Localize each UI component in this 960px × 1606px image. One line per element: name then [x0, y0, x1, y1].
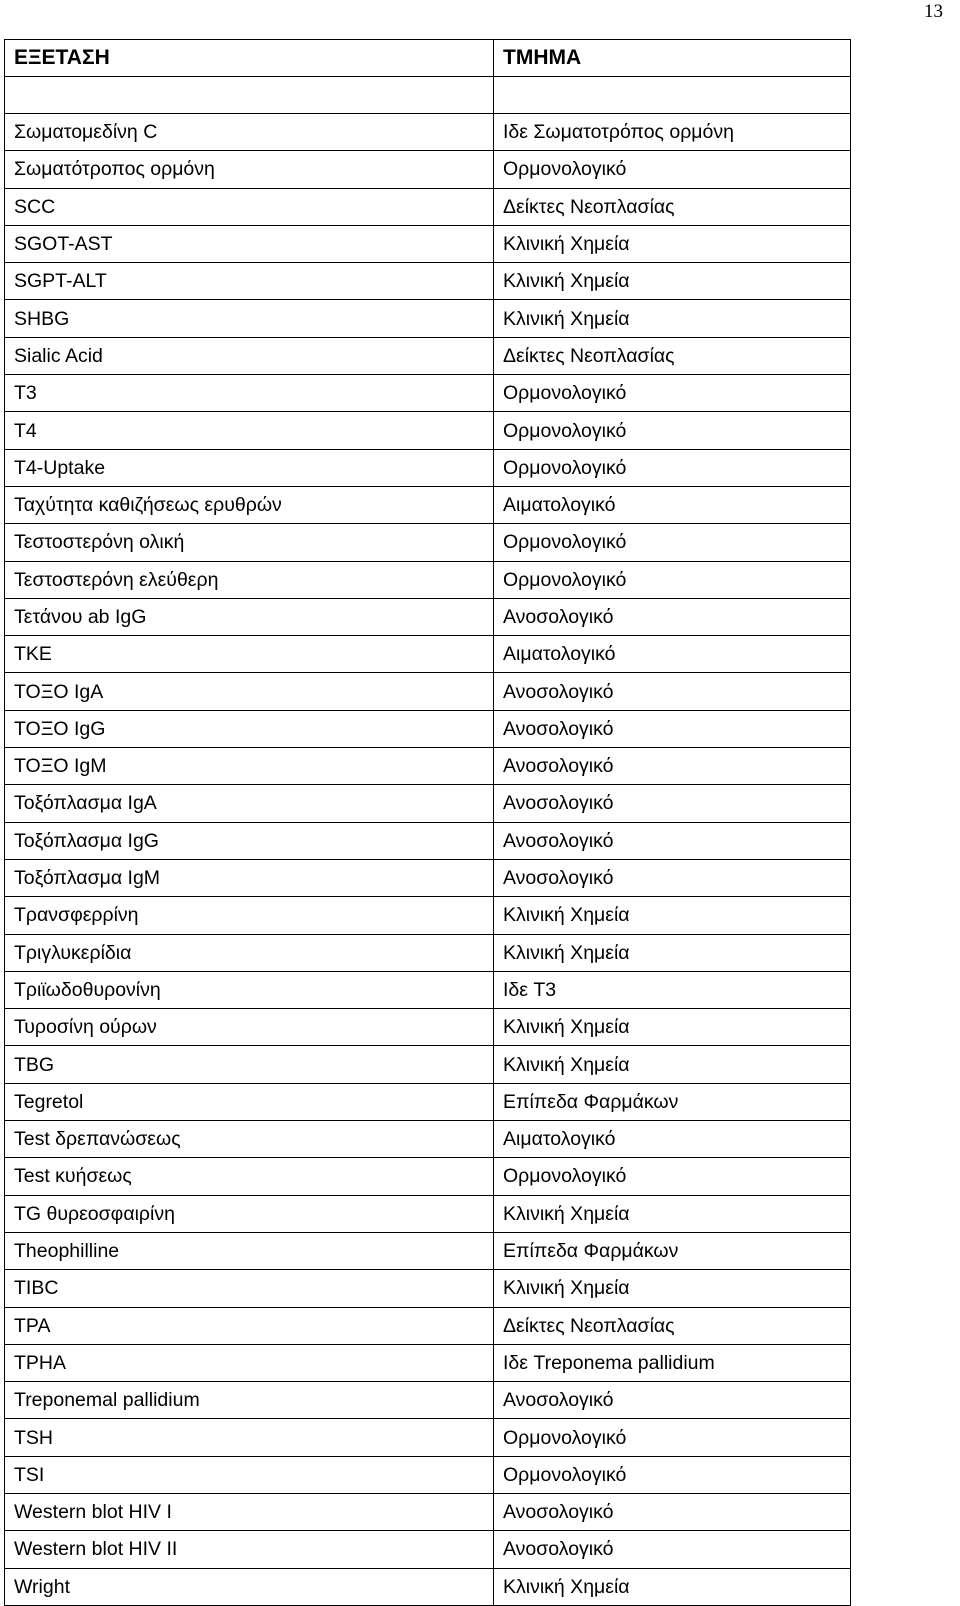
exam-name-cell: Τοξόπλασμα IgG	[5, 822, 494, 859]
department-cell: Κλινική Χημεία	[494, 263, 851, 300]
exam-name-cell: Τριϊωδοθυρονίνη	[5, 971, 494, 1008]
table-row	[5, 225, 851, 262]
table-row	[5, 822, 851, 859]
table-row	[5, 1493, 851, 1530]
exam-name-cell: SHBG	[5, 300, 494, 337]
exam-name-cell: TSI	[5, 1456, 494, 1493]
page-number: 13	[924, 1, 943, 22]
exam-name-cell: Sialic Acid	[5, 337, 494, 374]
exam-name-cell: T4-Uptake	[5, 449, 494, 486]
exam-name-cell: Wright	[5, 1568, 494, 1605]
department-cell: Ορμονολογικό	[494, 449, 851, 486]
department-cell: Κλινική Χημεία	[494, 934, 851, 971]
exam-name-cell: SCC	[5, 188, 494, 225]
exam-name-cell: T4	[5, 412, 494, 449]
department-cell: Επίπεδα Φαρμάκων	[494, 1083, 851, 1120]
exam-name-cell: Τυροσίνη ούρων	[5, 1009, 494, 1046]
department-cell: Κλινική Χημεία	[494, 897, 851, 934]
department-cell: Ορμονολογικό	[494, 1419, 851, 1456]
department-cell: Αιματολογικό	[494, 486, 851, 523]
table-row	[5, 748, 851, 785]
exam-name-cell: Τεστοστερόνη ελεύθερη	[5, 561, 494, 598]
exam-name-cell: Theophilline	[5, 1232, 494, 1269]
department-cell: Ανοσολογικό	[494, 1531, 851, 1568]
exam-name-cell: TG θυρεοσφαιρίνη	[5, 1195, 494, 1232]
exam-name-cell: SGOT-AST	[5, 225, 494, 262]
department-cell: Δείκτες Νεοπλασίας	[494, 1307, 851, 1344]
exam-name-cell: Test κυήσεως	[5, 1158, 494, 1195]
table-row	[5, 337, 851, 374]
department-cell: Επίπεδα Φαρμάκων	[494, 1232, 851, 1269]
department-cell: Ανοσολογικό	[494, 748, 851, 785]
table-body	[5, 77, 851, 1606]
spacer-row	[5, 77, 851, 114]
department-cell: Ανοσολογικό	[494, 673, 851, 710]
department-cell: Αιματολογικό	[494, 1121, 851, 1158]
department-cell: Ανοσολογικό	[494, 785, 851, 822]
department-cell: Ανοσολογικό	[494, 598, 851, 635]
table-row	[5, 1382, 851, 1419]
exam-name-cell: Τετάνου ab IgG	[5, 598, 494, 635]
department-cell: Ορμονολογικό	[494, 1158, 851, 1195]
table-row	[5, 1009, 851, 1046]
table-row	[5, 897, 851, 934]
department-cell: Ορμονολογικό	[494, 561, 851, 598]
table-row	[5, 524, 851, 561]
department-cell: Ανοσολογικό	[494, 1493, 851, 1530]
exam-name-cell: ΤΟΞΟ IgG	[5, 710, 494, 747]
department-cell: Ιδε Σωματοτρόπος ορμόνη	[494, 114, 851, 151]
department-cell: Κλινική Χημεία	[494, 1568, 851, 1605]
exam-department-table	[4, 39, 851, 1606]
exam-name-cell: TIBC	[5, 1270, 494, 1307]
department-cell: Ορμονολογικό	[494, 375, 851, 412]
department-cell: Ανοσολογικό	[494, 859, 851, 896]
table-row	[5, 263, 851, 300]
exam-name-cell: Τεστοστερόνη ολική	[5, 524, 494, 561]
department-cell: Ορμονολογικό	[494, 412, 851, 449]
exam-name-cell: Treponemal pallidium	[5, 1382, 494, 1419]
table-row	[5, 859, 851, 896]
department-cell: Ορμονολογικό	[494, 1456, 851, 1493]
department-cell: Δείκτες Νεοπλασίας	[494, 337, 851, 374]
table-row	[5, 934, 851, 971]
exam-name-cell: TSH	[5, 1419, 494, 1456]
exam-name-cell: Σωματομεδίνη C	[5, 114, 494, 151]
table-row	[5, 1121, 851, 1158]
table-row	[5, 1531, 851, 1568]
table-row	[5, 785, 851, 822]
exam-name-cell: Tegretol	[5, 1083, 494, 1120]
table-row	[5, 114, 851, 151]
table-row	[5, 486, 851, 523]
department-cell: Ορμονολογικό	[494, 151, 851, 188]
table-row	[5, 598, 851, 635]
table-row	[5, 1195, 851, 1232]
exam-name-cell: ΤΟΞΟ IgA	[5, 673, 494, 710]
exam-name-cell: Τοξόπλασμα IgA	[5, 785, 494, 822]
department-cell: Κλινική Χημεία	[494, 1046, 851, 1083]
department-cell: Κλινική Χημεία	[494, 1009, 851, 1046]
table-row	[5, 636, 851, 673]
exam-name-cell: Τοξόπλασμα IgM	[5, 859, 494, 896]
header-department: ΤΜΗΜΑ	[494, 40, 851, 77]
exam-name-cell: TKE	[5, 636, 494, 673]
department-cell: Αιματολογικό	[494, 636, 851, 673]
exam-name-cell: ΤΟΞΟ IgM	[5, 748, 494, 785]
spacer-cell	[494, 77, 851, 114]
exam-name-cell: TPHA	[5, 1344, 494, 1381]
table-row	[5, 300, 851, 337]
department-cell: Ανοσολογικό	[494, 710, 851, 747]
spacer-cell	[5, 77, 494, 114]
table-row	[5, 188, 851, 225]
header-row	[5, 40, 851, 77]
exam-name-cell: Test δρεπανώσεως	[5, 1121, 494, 1158]
department-cell: Ανοσολογικό	[494, 822, 851, 859]
department-cell: Ορμονολογικό	[494, 524, 851, 561]
department-cell: Δείκτες Νεοπλασίας	[494, 188, 851, 225]
exam-name-cell: SGPT-ALT	[5, 263, 494, 300]
table-row	[5, 449, 851, 486]
table-row	[5, 710, 851, 747]
table-row	[5, 1083, 851, 1120]
table-row	[5, 561, 851, 598]
exam-name-cell: Σωματότροπος ορμόνη	[5, 151, 494, 188]
table-row	[5, 971, 851, 1008]
department-cell: Κλινική Χημεία	[494, 225, 851, 262]
table-row	[5, 375, 851, 412]
table-row	[5, 412, 851, 449]
exam-name-cell: Ταχύτητα καθιζήσεως ερυθρών	[5, 486, 494, 523]
table-row	[5, 1270, 851, 1307]
table-row	[5, 1419, 851, 1456]
department-cell: Κλινική Χημεία	[494, 1195, 851, 1232]
table-row	[5, 673, 851, 710]
exam-name-cell: Τρανσφερρίνη	[5, 897, 494, 934]
department-cell: Ιδε Treponema pallidium	[494, 1344, 851, 1381]
table-row	[5, 151, 851, 188]
exam-name-cell: Western blot HIV II	[5, 1531, 494, 1568]
exam-name-cell: TPA	[5, 1307, 494, 1344]
table-row	[5, 1046, 851, 1083]
exam-name-cell: Western blot HIV I	[5, 1493, 494, 1530]
exam-name-cell: TBG	[5, 1046, 494, 1083]
table-row	[5, 1568, 851, 1605]
table-row	[5, 1158, 851, 1195]
table-row	[5, 1307, 851, 1344]
department-cell: Ανοσολογικό	[494, 1382, 851, 1419]
table-row	[5, 1456, 851, 1493]
header-exam: ΕΞΕΤΑΣΗ	[5, 40, 494, 77]
table-row	[5, 1232, 851, 1269]
department-cell: Ιδε T3	[494, 971, 851, 1008]
table-row	[5, 1344, 851, 1381]
department-cell: Κλινική Χημεία	[494, 1270, 851, 1307]
exam-name-cell: Τριγλυκερίδια	[5, 934, 494, 971]
department-cell: Κλινική Χημεία	[494, 300, 851, 337]
exam-name-cell: T3	[5, 375, 494, 412]
